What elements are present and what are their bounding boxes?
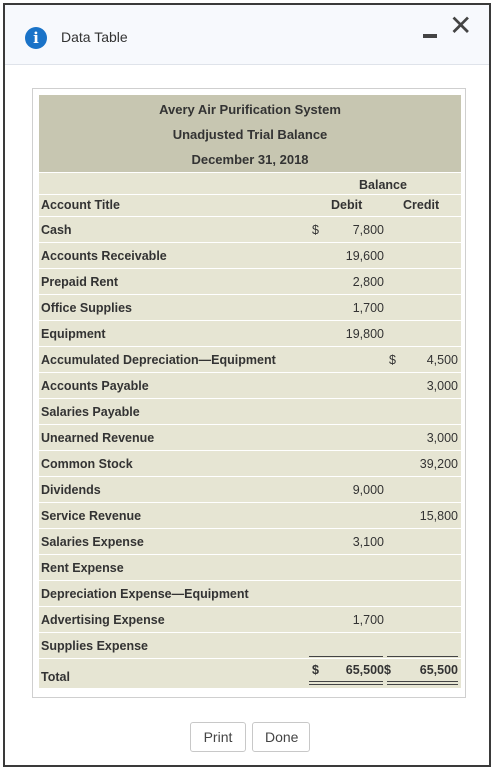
total-credit-symbol: $ <box>384 663 391 677</box>
debit-value: 9,000 <box>352 483 384 497</box>
account-title: Accounts Receivable <box>41 249 167 263</box>
balance-label: Balance <box>359 178 407 192</box>
close-icon[interactable]: ✕ <box>449 9 473 42</box>
debit-value: 1,700 <box>352 301 384 315</box>
account-rows <box>39 217 461 659</box>
underline-debit <box>309 656 383 657</box>
account-title: Cash <box>41 223 72 237</box>
account-title: Salaries Payable <box>41 405 140 419</box>
account-title: Supplies Expense <box>41 639 148 653</box>
done-button[interactable]: Done <box>252 722 310 752</box>
table-row <box>39 295 461 321</box>
col-debit: Debit <box>331 198 363 212</box>
double-underline-credit <box>387 681 458 685</box>
table-header <box>39 95 461 173</box>
minimize-icon[interactable] <box>423 22 437 38</box>
table-row <box>39 581 461 607</box>
table-row <box>39 399 461 425</box>
account-title: Unearned Revenue <box>41 431 155 445</box>
account-title: Prepaid Rent <box>41 275 119 289</box>
company-name: Avery Air Purification System <box>159 102 341 117</box>
dialog-title: Data Table <box>61 29 128 45</box>
table-row <box>39 607 461 633</box>
dialog-window <box>3 3 491 767</box>
account-title: Accumulated Depreciation—Equipment <box>41 353 276 367</box>
underline-credit <box>387 656 458 657</box>
table-row <box>39 217 461 243</box>
account-title: Service Revenue <box>41 509 142 523</box>
statement-name: Unadjusted Trial Balance <box>172 127 328 142</box>
statement-date: December 31, 2018 <box>191 152 309 167</box>
print-button[interactable]: Print <box>190 722 246 752</box>
total-debit: 65,500 <box>345 663 384 677</box>
credit-value: 15,800 <box>419 509 458 523</box>
table-row <box>39 425 461 451</box>
account-title: Accounts Payable <box>41 379 149 393</box>
table-row <box>39 529 461 555</box>
credit-symbol: $ <box>389 353 396 367</box>
table-row <box>39 555 461 581</box>
table-row <box>39 633 461 659</box>
total-label: Total <box>41 670 70 684</box>
account-title: Dividends <box>41 483 101 497</box>
account-title: Advertising Expense <box>41 613 165 627</box>
account-title: Equipment <box>41 327 106 341</box>
total-debit-symbol: $ <box>312 663 319 677</box>
debit-symbol: $ <box>312 223 319 237</box>
debit-value: 7,800 <box>352 223 384 237</box>
column-header-row <box>39 195 461 217</box>
dialog-titlebar <box>5 5 489 65</box>
table-row <box>39 503 461 529</box>
debit-value: 2,800 <box>352 275 384 289</box>
table-row <box>39 451 461 477</box>
credit-value: 39,200 <box>419 457 458 471</box>
account-title: Depreciation Expense—Equipment <box>41 587 249 601</box>
credit-value: 4,500 <box>426 353 458 367</box>
table-row <box>39 477 461 503</box>
account-title: Office Supplies <box>41 301 132 315</box>
credit-value: 3,000 <box>426 431 458 445</box>
col-credit: Credit <box>403 198 440 212</box>
table-row <box>39 347 461 373</box>
col-account-title: Account Title <box>41 198 120 212</box>
account-title: Common Stock <box>41 457 133 471</box>
debit-value: 3,100 <box>352 535 384 549</box>
account-title: Rent Expense <box>41 561 124 575</box>
info-icon: i <box>25 27 47 49</box>
balance-header-row <box>39 173 461 195</box>
table-row <box>39 373 461 399</box>
debit-value: 19,800 <box>345 327 384 341</box>
account-title: Salaries Expense <box>41 535 144 549</box>
trial-balance-table <box>39 95 461 689</box>
table-row <box>39 243 461 269</box>
debit-value: 19,600 <box>345 249 384 263</box>
double-underline-debit <box>309 681 383 685</box>
total-credit: 65,500 <box>419 663 458 677</box>
table-row <box>39 269 461 295</box>
credit-value: 3,000 <box>426 379 458 393</box>
total-row <box>39 659 461 689</box>
debit-value: 1,700 <box>352 613 384 627</box>
data-table-frame <box>32 88 466 698</box>
table-row <box>39 321 461 347</box>
